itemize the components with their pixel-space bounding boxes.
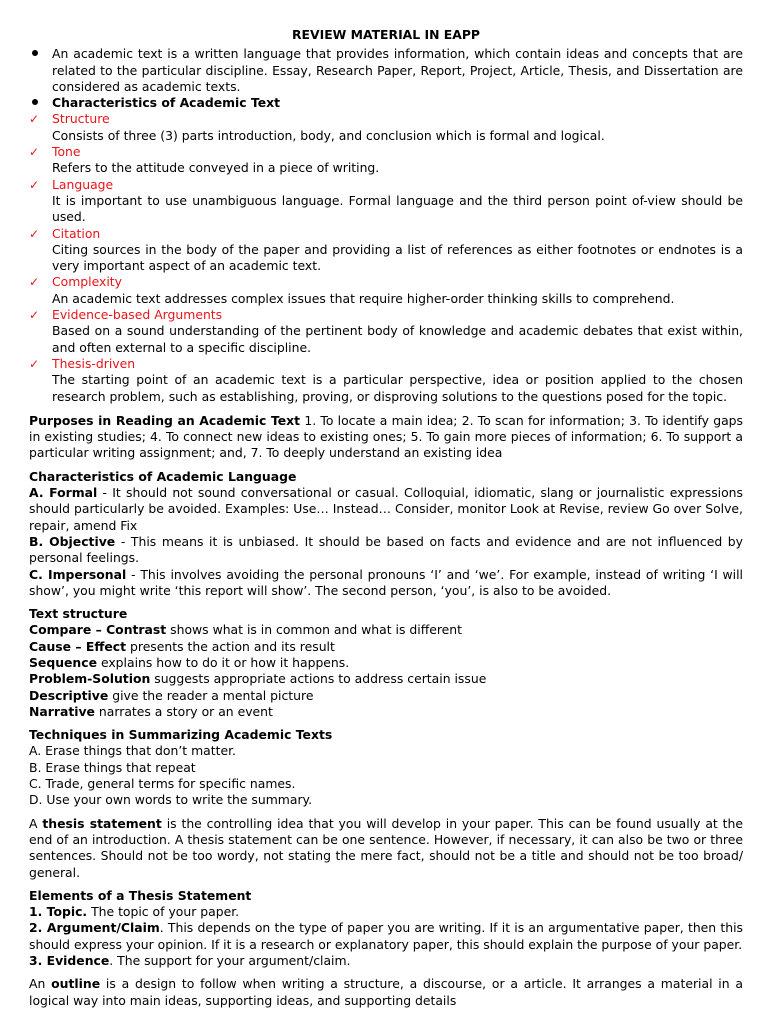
document-page bbox=[29, 27, 743, 1009]
checkmark-icon: ✓ bbox=[29, 145, 40, 160]
characteristic-item bbox=[29, 226, 743, 275]
characteristics-list bbox=[29, 111, 743, 404]
academic-language-heading: Characteristics of Academic Language bbox=[29, 468, 297, 484]
characteristic-desc: Citing sources in the body of the paper and providing a list of references as either footnotes or endnotes is a very important aspect of an academic text. bbox=[52, 241, 743, 274]
characteristic-item bbox=[29, 111, 743, 144]
summarizing-item: D. Use your own words to write the summary. bbox=[29, 792, 313, 808]
academic-language-item: B. Objective - This means it is unbiased. It should be based on facts and evidence and are not influenced by personal feelings. bbox=[29, 533, 744, 566]
summarizing-item: A. Erase things that don’t matter. bbox=[29, 743, 236, 759]
academic-language-item: C. Impersonal - This involves avoiding the personal pronouns ‘I’ and ‘we’. For example, instead of writing ‘I will show’, you might write ‘this report will show’. The second person, ‘you’, is also to be avoided. bbox=[29, 566, 743, 598]
checkmark-icon: ✓ bbox=[29, 112, 40, 127]
summarizing-heading: Techniques in Summarizing Academic Texts bbox=[29, 727, 333, 743]
thesis-term: thesis statement bbox=[42, 815, 162, 831]
purposes-text: 1. To locate a main idea; 2. To scan for information; 3. To identify gaps in existing studies; 4. To connect new ideas to existing ones; 5. To gain more pieces of information; 6. To support a particular writing assignment; and, 7. To deeply understand an existing idea bbox=[29, 412, 743, 461]
bullet-icon bbox=[32, 50, 38, 56]
text-structure-heading: Text structure bbox=[29, 606, 128, 622]
characteristic-term: Citation bbox=[52, 225, 101, 241]
purposes-heading: Purposes in Reading an Academic Text bbox=[29, 412, 301, 428]
text-structure-item: Compare – Contrast shows what is in common and what is different bbox=[29, 622, 463, 638]
intro-text: An academic text is a written language that provides information, which contain ideas and concepts that are related to the particular discipline. Essay, Research Paper, Report, Project, Article, Thesis, and Dissertation are considered as academic texts. bbox=[52, 46, 743, 94]
characteristic-desc: It is important to use unambiguous language. Formal language and the third person point of-view should be used. bbox=[52, 192, 743, 225]
text-structure-item: Descriptive give the reader a mental picture bbox=[29, 687, 314, 703]
document-title: REVIEW MATERIAL IN EAPP bbox=[292, 27, 480, 42]
checkmark-icon: ✓ bbox=[29, 226, 40, 241]
purposes-paragraph bbox=[29, 413, 743, 462]
checkmark-icon: ✓ bbox=[29, 177, 40, 192]
bullet-icon bbox=[32, 99, 38, 105]
characteristic-term: Language bbox=[52, 176, 114, 192]
characteristic-item bbox=[29, 356, 743, 405]
checkmark-icon: ✓ bbox=[29, 356, 40, 371]
summarizing-item: C. Trade, general terms for specific names. bbox=[29, 776, 296, 792]
thesis-paragraph: A thesis statement is the controlling idea that you will develop in your paper. This can be found usually at the end of an introduction. A thesis statement can be one sentence. However, if necessary, it can also be two or three sentences. Should not be too wordy, not stating the mere fact, should not be a title and should not be too broad/ general. bbox=[29, 815, 743, 880]
summarizing-item: B. Erase things that repeat bbox=[29, 759, 196, 775]
characteristics-heading: Characteristics of Academic Text bbox=[52, 95, 281, 111]
characteristic-desc: Refers to the attitude conveyed in a piece of writing. bbox=[52, 160, 380, 176]
characteristic-term: Tone bbox=[52, 144, 81, 160]
characteristic-desc: Consists of three (3) parts introduction, body, and conclusion which is formal and logical. bbox=[52, 127, 605, 143]
elements-item: 1. Topic. The topic of your paper. bbox=[29, 904, 240, 920]
characteristic-term: Thesis-driven bbox=[52, 355, 136, 371]
characteristic-term: Evidence-based Arguments bbox=[52, 307, 223, 323]
characteristics-heading-row bbox=[29, 95, 743, 111]
characteristic-item bbox=[29, 177, 743, 226]
characteristic-item bbox=[29, 274, 743, 307]
academic-language-item: A. Formal - It should not sound conversational or casual. Colloquial, idiomatic, slang or journalistic expressions should particularly be avoided. Examples: Use… Instead… Consider, monitor Look at Revise, review Go over Solve, repair, amend Fix bbox=[29, 485, 743, 533]
text-structure-item: Sequence explains how to do it or how it happens. bbox=[29, 654, 350, 670]
elements-heading: Elements of a Thesis Statement bbox=[29, 887, 252, 903]
characteristic-desc: An academic text addresses complex issues that require higher-order thinking skills to comprehend. bbox=[52, 290, 675, 306]
text-structure-item: Narrative narrates a story or an event bbox=[29, 703, 273, 719]
characteristic-desc: The starting point of an academic text is a particular perspective, idea or position applied to the chosen research problem, such as establishing, proving, or disproving solutions to the questions posed for the topic. bbox=[52, 372, 743, 404]
text-structure-item: Problem-Solution suggests appropriate actions to address certain issue bbox=[29, 671, 487, 687]
elements-item: 3. Evidence. The support for your argument/claim. bbox=[29, 953, 351, 969]
intro-bullet bbox=[29, 46, 743, 95]
checkmark-icon: ✓ bbox=[29, 308, 40, 323]
text-structure-item: Cause – Effect presents the action and its result bbox=[29, 638, 335, 654]
characteristic-term: Complexity bbox=[52, 274, 122, 290]
outline-paragraph: An outline is a design to follow when writing a structure, a discourse, or a article. It arranges a material in a logical way into main ideas, supporting ideas, and supporting details bbox=[29, 976, 743, 1008]
checkmark-icon: ✓ bbox=[29, 275, 40, 290]
elements-item: 2. Argument/Claim. This depends on the type of paper you are writing. If it is an argumentative paper, then this should express your opinion. If it is a research or explanatory paper, this should explain the purpose of your paper. bbox=[29, 920, 743, 952]
outline-term: outline bbox=[51, 976, 101, 992]
characteristic-item bbox=[29, 307, 743, 356]
characteristic-term: Structure bbox=[52, 111, 110, 127]
characteristic-desc: Based on a sound understanding of the pertinent body of knowledge and academic debates that exist within, and often external to a specific discipline. bbox=[52, 323, 743, 355]
characteristic-item bbox=[29, 144, 743, 177]
